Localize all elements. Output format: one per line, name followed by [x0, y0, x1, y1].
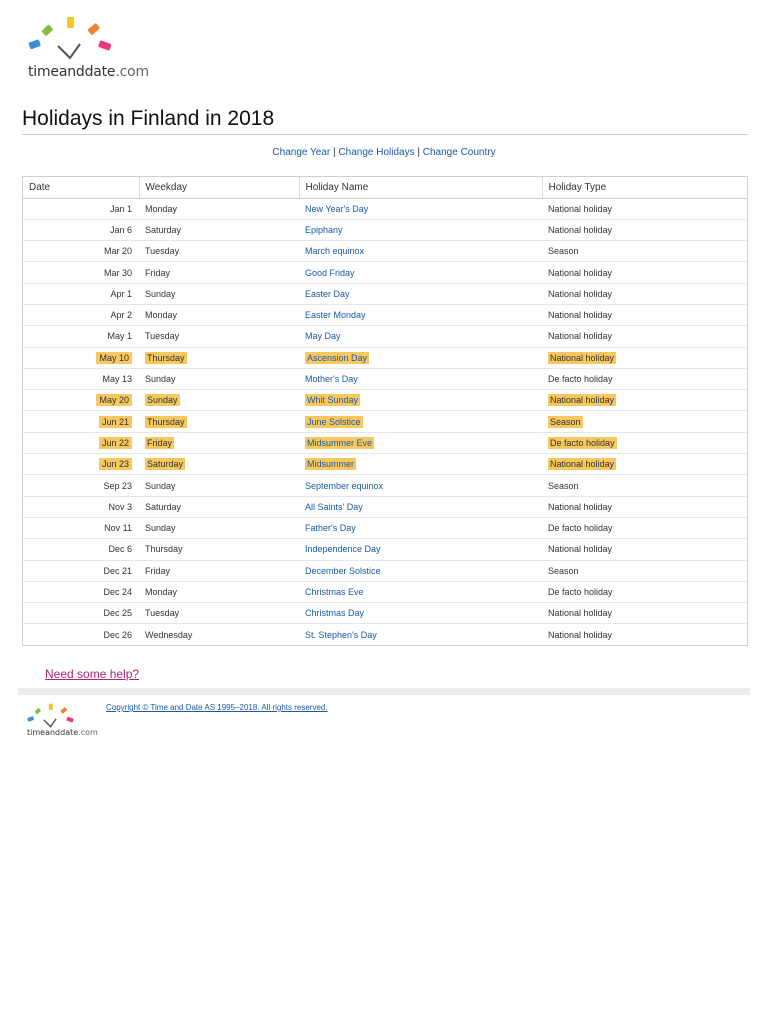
holiday-date-cell: [23, 603, 139, 624]
holiday-name-link[interactable]: May Day: [305, 331, 341, 342]
holiday-date: Dec 6: [108, 544, 132, 555]
holiday-date: Jun 22: [99, 437, 132, 449]
holiday-weekday: Monday: [145, 203, 178, 214]
holiday-date-cell: [23, 475, 139, 496]
holiday-type: National holiday: [550, 352, 615, 363]
holiday-name-cell[interactable]: [299, 454, 542, 475]
holiday-name-cell[interactable]: [299, 496, 542, 517]
holiday-date-cell: [23, 560, 139, 581]
holiday-date-cell: [23, 624, 139, 645]
holiday-name-link[interactable]: Christmas Eve: [305, 586, 364, 597]
header-holiday-name: Holiday Name: [299, 177, 542, 198]
holiday-weekday: Saturday: [147, 459, 184, 470]
holiday-name-link[interactable]: September equinox: [305, 480, 384, 491]
holiday-weekday-cell: [139, 347, 299, 368]
holiday-type: Season: [548, 565, 579, 576]
holiday-weekday: Tuesday: [145, 608, 180, 619]
change-country-link[interactable]: Change Country: [422, 147, 496, 158]
holiday-name-link[interactable]: New Year's Day: [305, 203, 369, 214]
holiday-type-cell: [542, 475, 747, 496]
holiday-type: De facto holiday: [548, 586, 613, 597]
holiday-date: Jan 1: [109, 203, 132, 214]
holiday-type-cell: [542, 517, 747, 538]
holiday-date-cell: [23, 581, 139, 602]
holiday-date: Dec 26: [103, 629, 132, 640]
holiday-name-link[interactable]: Easter Day: [305, 288, 350, 299]
holiday-weekday-cell: [139, 624, 299, 645]
table-row: [23, 454, 747, 475]
holiday-type-cell: [542, 326, 747, 347]
table-row: [23, 411, 747, 432]
holiday-date-cell: [23, 326, 139, 347]
header-holiday-type: Holiday Type: [542, 177, 747, 198]
table-header-row: [23, 177, 747, 198]
holiday-name-link[interactable]: St. Stephen's Day: [305, 629, 377, 640]
holiday-name-link[interactable]: Independence Day: [305, 544, 381, 555]
copyright-link[interactable]: Copyright © Time and Date AS 1995–2018. All rights reserved.: [106, 703, 328, 712]
holiday-date: Dec 25: [103, 608, 132, 619]
holiday-date-cell: [23, 517, 139, 538]
holiday-type: National holiday: [548, 267, 613, 278]
holiday-name-cell[interactable]: [299, 539, 542, 560]
holiday-weekday-cell: [139, 539, 299, 560]
holiday-type-cell: [542, 560, 747, 581]
holiday-type-cell: [542, 454, 747, 475]
table-row: [23, 517, 747, 538]
holiday-weekday: Tuesday: [145, 246, 180, 257]
holiday-weekday: Sunday: [147, 395, 178, 406]
holiday-date: May 1: [107, 331, 132, 342]
holiday-type: National holiday: [548, 608, 613, 619]
holiday-weekday-cell: [139, 304, 299, 325]
table-row: [23, 219, 747, 240]
holiday-weekday-cell: [139, 411, 299, 432]
holiday-type-cell: [542, 241, 747, 262]
holiday-weekday-cell: [139, 283, 299, 304]
holiday-name-cell[interactable]: [299, 624, 542, 645]
header-weekday: Weekday: [139, 177, 299, 198]
holiday-name-link[interactable]: Good Friday: [305, 267, 355, 278]
holiday-type-cell: [542, 432, 747, 453]
holiday-name-cell[interactable]: [299, 475, 542, 496]
header-date: Date: [23, 177, 139, 198]
holiday-date: Dec 21: [103, 565, 132, 576]
holiday-name-cell[interactable]: [299, 262, 542, 283]
holiday-name-cell[interactable]: [299, 198, 542, 219]
holiday-date-cell: [23, 368, 139, 389]
holiday-weekday-cell: [139, 241, 299, 262]
holiday-type: National holiday: [550, 459, 615, 470]
holiday-date: May 10: [96, 352, 132, 364]
holiday-name-link[interactable]: Christmas Day: [305, 608, 365, 619]
holiday-date: Apr 2: [110, 310, 132, 321]
holiday-type: National holiday: [548, 501, 613, 512]
holidays-table: [22, 176, 748, 646]
holiday-weekday: Friday: [145, 267, 171, 278]
title-divider: [22, 134, 748, 135]
holiday-date-cell: [23, 390, 139, 411]
holiday-weekday: Monday: [145, 310, 178, 321]
holiday-name-link[interactable]: Mother's Day: [305, 374, 358, 385]
holiday-type-cell: [542, 219, 747, 240]
holiday-name-cell[interactable]: [299, 219, 542, 240]
holiday-type-cell: [542, 198, 747, 219]
holiday-weekday-cell: [139, 262, 299, 283]
help-link[interactable]: Need some help?: [45, 667, 140, 681]
table-row: [23, 539, 747, 560]
holiday-weekday: Thursday: [147, 352, 185, 363]
holiday-type-cell: [542, 603, 747, 624]
holiday-name-cell[interactable]: [299, 283, 542, 304]
holiday-weekday: Thursday: [145, 544, 183, 555]
holiday-type-cell: [542, 496, 747, 517]
holiday-date: Nov 3: [108, 501, 132, 512]
holiday-date-cell: [23, 539, 139, 560]
holiday-weekday: Tuesday: [145, 331, 180, 342]
table-row: [23, 432, 747, 453]
holiday-weekday: Wednesday: [145, 629, 193, 640]
holiday-weekday-cell: [139, 326, 299, 347]
holiday-type: National holiday: [548, 203, 613, 214]
holiday-date-cell: [23, 219, 139, 240]
holiday-date: Sep 23: [103, 480, 132, 491]
table-row: [23, 581, 747, 602]
holiday-date-cell: [23, 304, 139, 325]
holiday-date: Jan 6: [109, 224, 132, 235]
holiday-type: National holiday: [548, 224, 613, 235]
holiday-name-link[interactable]: Easter Monday: [305, 310, 366, 321]
holiday-name-cell[interactable]: [299, 432, 542, 453]
holiday-type-cell: [542, 411, 747, 432]
holiday-date: Mar 20: [103, 246, 132, 257]
holiday-type: National holiday: [548, 629, 613, 640]
holiday-name-cell[interactable]: [299, 517, 542, 538]
table-row: [23, 560, 747, 581]
footer-bar: [18, 688, 750, 695]
change-holidays-link[interactable]: Change Holidays: [338, 147, 415, 158]
holiday-weekday: Sunday: [145, 374, 176, 385]
holiday-weekday-cell: [139, 432, 299, 453]
table-row: [23, 624, 747, 645]
holiday-name-cell[interactable]: [299, 347, 542, 368]
holiday-type-cell: [542, 581, 747, 602]
footer-logo-wordmark: timeanddate.com: [27, 728, 98, 737]
holiday-date-cell: [23, 432, 139, 453]
table-row: [23, 198, 747, 219]
holiday-name-link[interactable]: March equinox: [305, 246, 365, 257]
holiday-date-cell: [23, 347, 139, 368]
link-separator: |: [417, 147, 420, 158]
holiday-weekday-cell: [139, 517, 299, 538]
table-row: [23, 475, 747, 496]
holiday-type: National holiday: [548, 288, 613, 299]
logo-rays-icon: [28, 14, 128, 64]
holiday-name-cell[interactable]: [299, 560, 542, 581]
holiday-name-link[interactable]: June Solstice: [307, 416, 361, 427]
holiday-name-link[interactable]: December Solstice: [305, 565, 381, 576]
holiday-name-link[interactable]: Ascension Day: [307, 352, 368, 363]
holiday-name-link[interactable]: Father's Day: [305, 523, 356, 534]
holiday-type: Season: [548, 480, 579, 491]
holiday-date: Jun 23: [99, 458, 132, 470]
table-row: [23, 241, 747, 262]
holiday-weekday-cell: [139, 496, 299, 517]
holiday-weekday-cell: [139, 390, 299, 411]
holiday-name-cell[interactable]: [299, 603, 542, 624]
holiday-type: National holiday: [548, 544, 613, 555]
holiday-weekday: Sunday: [145, 523, 176, 534]
change-links: [0, 147, 768, 158]
holiday-name-cell[interactable]: [299, 581, 542, 602]
holiday-name-cell[interactable]: [299, 411, 542, 432]
table-row: [23, 262, 747, 283]
holiday-type: De facto holiday: [548, 374, 613, 385]
table-row: [23, 496, 747, 517]
holiday-date: May 13: [102, 374, 132, 385]
table-row: [23, 326, 747, 347]
holiday-date: Apr 1: [110, 288, 132, 299]
holiday-type: National holiday: [548, 310, 613, 321]
holiday-weekday-cell: [139, 198, 299, 219]
holiday-type-cell: [542, 304, 747, 325]
holiday-weekday: Saturday: [145, 501, 182, 512]
holiday-date: May 20: [96, 394, 132, 406]
footer-logo-rays-icon: [27, 702, 83, 730]
table-row: [23, 304, 747, 325]
footer-logo[interactable]: [27, 702, 99, 742]
holiday-name-link[interactable]: Whit Sunday: [307, 395, 359, 406]
table-row: [23, 368, 747, 389]
holiday-type: National holiday: [550, 395, 615, 406]
holiday-weekday: Sunday: [145, 288, 176, 299]
holiday-weekday: Sunday: [145, 480, 176, 491]
holiday-date-cell: [23, 198, 139, 219]
holiday-date-cell: [23, 454, 139, 475]
holiday-name-cell[interactable]: [299, 368, 542, 389]
holiday-weekday-cell: [139, 475, 299, 496]
holiday-weekday: Saturday: [145, 224, 182, 235]
holiday-weekday-cell: [139, 368, 299, 389]
holiday-type: De facto holiday: [548, 523, 613, 534]
holiday-type-cell: [542, 347, 747, 368]
holiday-date: Dec 24: [103, 586, 132, 597]
holiday-name-link[interactable]: All Saints' Day: [305, 501, 363, 512]
holiday-type: National holiday: [548, 331, 613, 342]
holiday-type-cell: [542, 390, 747, 411]
holiday-type-cell: [542, 539, 747, 560]
holiday-weekday-cell: [139, 219, 299, 240]
holiday-weekday: Friday: [145, 565, 171, 576]
holiday-name-cell[interactable]: [299, 304, 542, 325]
holiday-date: Nov 11: [104, 523, 132, 534]
holiday-date: Mar 30: [103, 267, 132, 278]
holiday-name-link[interactable]: Epiphany: [305, 224, 343, 235]
holiday-weekday-cell: [139, 454, 299, 475]
change-year-link[interactable]: Change Year: [272, 147, 331, 158]
holiday-weekday: Monday: [145, 586, 178, 597]
holiday-type: Season: [548, 246, 579, 257]
holiday-date-cell: [23, 241, 139, 262]
holiday-date-cell: [23, 283, 139, 304]
table-row: [23, 603, 747, 624]
holiday-type-cell: [542, 368, 747, 389]
table-row: [23, 390, 747, 411]
holiday-name-link[interactable]: Midsummer: [307, 459, 355, 470]
holiday-weekday: Friday: [147, 437, 173, 448]
logo-wordmark: timeanddate.com: [28, 64, 149, 80]
timeanddate-logo[interactable]: [28, 14, 158, 82]
table-row: [23, 283, 747, 304]
holiday-date-cell: [23, 411, 139, 432]
holiday-weekday-cell: [139, 603, 299, 624]
holiday-date: Jun 21: [99, 416, 132, 428]
holiday-name-cell[interactable]: [299, 241, 542, 262]
page-title: Holidays in Finland in 2018: [22, 107, 275, 130]
holiday-weekday-cell: [139, 581, 299, 602]
holiday-type-cell: [542, 262, 747, 283]
table-row: [23, 347, 747, 368]
holiday-date-cell: [23, 262, 139, 283]
holiday-type-cell: [542, 624, 747, 645]
holiday-name-cell[interactable]: [299, 390, 542, 411]
holiday-weekday-cell: [139, 560, 299, 581]
holiday-type: De facto holiday: [550, 437, 615, 448]
holiday-name-link[interactable]: Midsummer Eve: [307, 437, 373, 448]
holiday-date-cell: [23, 496, 139, 517]
link-separator: |: [333, 147, 336, 158]
holiday-type: Season: [550, 416, 581, 427]
holiday-weekday: Thursday: [147, 416, 185, 427]
holiday-type-cell: [542, 283, 747, 304]
holiday-name-cell[interactable]: [299, 326, 542, 347]
